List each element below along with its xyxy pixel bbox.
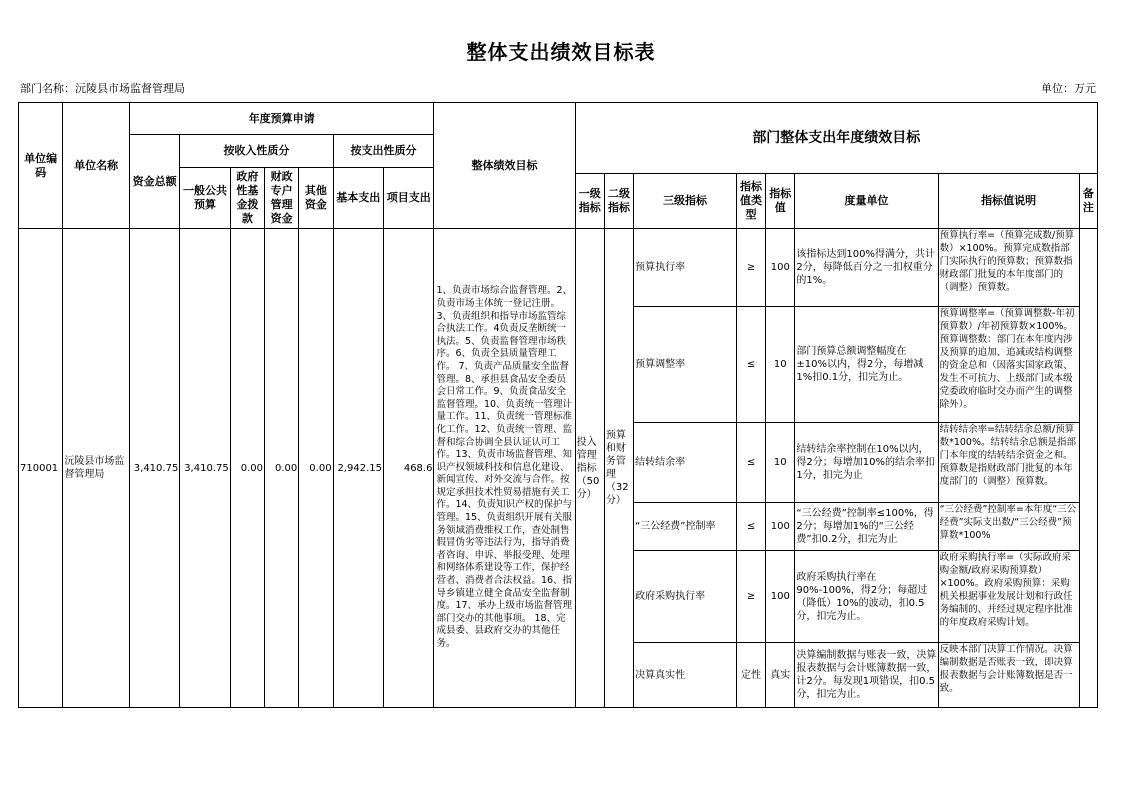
header-level2: 二级指标 <box>604 174 633 229</box>
indicator-desc: 反映本部门决算工作情况。决算编制数据是否账表一致，即决算报表数据与会计账簿数据是否一致。 <box>938 643 1079 708</box>
header-gov-fund: 政府性基金拨款 <box>230 168 264 229</box>
header-level3: 三级指标 <box>634 174 737 229</box>
indicator-name: 预算执行率 <box>634 229 737 307</box>
indicator-measure: 决算编制数据与账表一致，决算报表数据与会计账簿数据一致，计2分。每发现1项错误，扣0.5分，扣完为止。 <box>795 643 938 708</box>
indicator-desc: 结转结余率=结转结余总额/预算数*100%。结转结余总额是指部门本年度的结转结余资金之和。预算数是指财政部门批复的本年度部门的（调整）预算数。 <box>938 423 1079 503</box>
header-unit-name: 单位名称 <box>63 103 130 229</box>
indicator-measure: 该指标达到100%得满分，共计2分，每降低百分之一扣权重分的1%。 <box>795 229 938 307</box>
special-fund-cell: 0.00 <box>265 229 299 708</box>
page-title: 整体支出绩效目标表 <box>466 40 656 64</box>
other-fund-cell: 0.00 <box>299 229 333 708</box>
indicator-measure: 结转结余率控制在10%以内，得2分；每增加10%的结余率扣1分，扣完为止 <box>795 423 938 503</box>
indicator-value: 10 <box>766 307 795 423</box>
indicator-value: 100 <box>766 551 795 643</box>
header-project-expense: 项目支出 <box>383 168 434 229</box>
department-name: 部门名称：沅陵县市场监督管理局 <box>20 82 185 95</box>
header-level1: 一级指标 <box>575 174 604 229</box>
unit-name-cell: 沅陵县市场监督管理局 <box>63 229 130 708</box>
header-unit-code: 单位编码 <box>19 103 63 229</box>
indicator-type: ≤ <box>736 503 765 551</box>
indicator-name: 结转结余率 <box>634 423 737 503</box>
header-general-budget: 一般公共预算 <box>180 168 230 229</box>
header-dept-goal: 部门整体支出年度绩效目标 <box>575 103 1097 174</box>
basic-expense-cell: 2,942.15 <box>333 229 383 708</box>
header-value: 指标值 <box>766 174 795 229</box>
indicator-value: 真实 <box>766 643 795 708</box>
header-overall-goal: 整体绩效目标 <box>434 103 575 229</box>
header-other-fund: 其他资金 <box>299 168 333 229</box>
total-funds-cell: 3,410.75 <box>129 229 179 708</box>
header-total-funds: 资金总额 <box>129 135 179 229</box>
performance-table <box>18 102 1098 708</box>
project-expense-cell: 468.6 <box>383 229 434 708</box>
indicator-type: ≥ <box>736 551 765 643</box>
header-special-fund: 财政专户管理资金 <box>265 168 299 229</box>
indicator-name: 预算调整率 <box>634 307 737 423</box>
header-value-desc: 指标值说明 <box>938 174 1079 229</box>
gov-fund-cell: 0.00 <box>230 229 264 708</box>
general-budget-cell: 3,410.75 <box>180 229 230 708</box>
indicator-desc: 政府采购执行率=（实际政府采购金额/政府采购预算数）×100%。政府采购预算：采购机关根据事业发展计划和行政任务编制的、并经过规定程序批准的年度政府采购计划。 <box>938 551 1079 643</box>
indicator-type: ≤ <box>736 423 765 503</box>
header-remark: 备注 <box>1079 174 1097 229</box>
indicator-value: 10 <box>766 423 795 503</box>
header-by-expense: 按支出性质分 <box>333 135 434 168</box>
indicator-value: 100 <box>766 229 795 307</box>
unit-code-cell: 710001 <box>19 229 63 708</box>
indicator-type: 定性 <box>736 643 765 708</box>
overall-goal-cell: 1、负责市场综合监督管理。2、负责市场主体统一登记注册。3、负责组织和指导市场监管综合执法工作。4负责反垄断统一执法。5、负责监督管理市场秩序。6、负责全县质量管理工作。 7、负责产品质量安全监督管理。8、承担县食品安全委员会日常工作。9、负责食品安全监督管理。10、负责统一管理计量工作。11、负责统一管理标准化工作。12、负责统一管理、监督和综合协调全县认证认可工作。13、负责市场监督管理、知识产权领域科技和信息化建设、新闻宣传、对外交流与合作。按规定承担技术性贸易措施有关工作。14、负责知识产权的保护与管理。15、负责组织开展有关服务领域消费维权工作，查处制售假冒伪劣等违法行为，指导消费者咨询、申诉、举报受理、处理和网络体系建设等工作，保护经营者、消费者合法权益。16、指导乡镇建立健全食品安全监督制度。17、承办上级市场监督管理部门交办的其他事项。 18、完成县委、县政府交办的其他任务。 <box>434 229 575 708</box>
indicator-name: 政府采购执行率 <box>634 551 737 643</box>
indicator-name: 决算真实性 <box>634 643 737 708</box>
indicator-value: 100 <box>766 503 795 551</box>
unit-label: 单位：万元 <box>1041 82 1096 95</box>
indicator-desc: 预算调整率=（预算调整数-年初预算数）/年初预算数×100%。预算调整数：部门在本年度内涉及预算的追加、追减或结构调整的资金总和（因落实国家政策、发生不可抗力、上级部门或本级党委政府临时交办而产生的调整除外）。 <box>938 307 1079 423</box>
level2-cell: 预算和财务管理（32分） <box>604 229 633 708</box>
indicator-measure: 政府采购执行率在90%-100%，得2分；每超过（降低）10%的波动，扣0.5分，扣完为止。 <box>795 551 938 643</box>
header-annual-budget: 年度预算申请 <box>129 103 434 135</box>
header-basic-expense: 基本支出 <box>333 168 383 229</box>
header-value-type: 指标值类型 <box>736 174 765 229</box>
indicator-name: “三公经费”控制率 <box>634 503 737 551</box>
indicator-measure: “三公经费”控制率≤100%，得2分；每增加1%的“三公经费”扣0.2分，扣完为止 <box>795 503 938 551</box>
indicator-measure: 部门预算总额调整幅度在±10%以内，得2分，每增减1%扣0.1分，扣完为止。 <box>795 307 938 423</box>
indicator-type: ≤ <box>736 307 765 423</box>
indicator-type: ≥ <box>736 229 765 307</box>
level1-cell: 投入管理指标（50分） <box>575 229 604 708</box>
remark-cell <box>1079 229 1097 708</box>
header-measure-unit: 度量单位 <box>795 174 938 229</box>
header-by-income: 按收入性质分 <box>180 135 333 168</box>
indicator-desc: 预算执行率=（预算完成数/预算数）×100%。预算完成数指部门实际执行的预算数；预算数指财政部门批复的本年度部门的（调整）预算数。 <box>938 229 1079 307</box>
indicator-desc: “三公经费”控制率=本年度“三公经费”实际支出数/“三公经费”预算数*100% <box>938 503 1079 551</box>
